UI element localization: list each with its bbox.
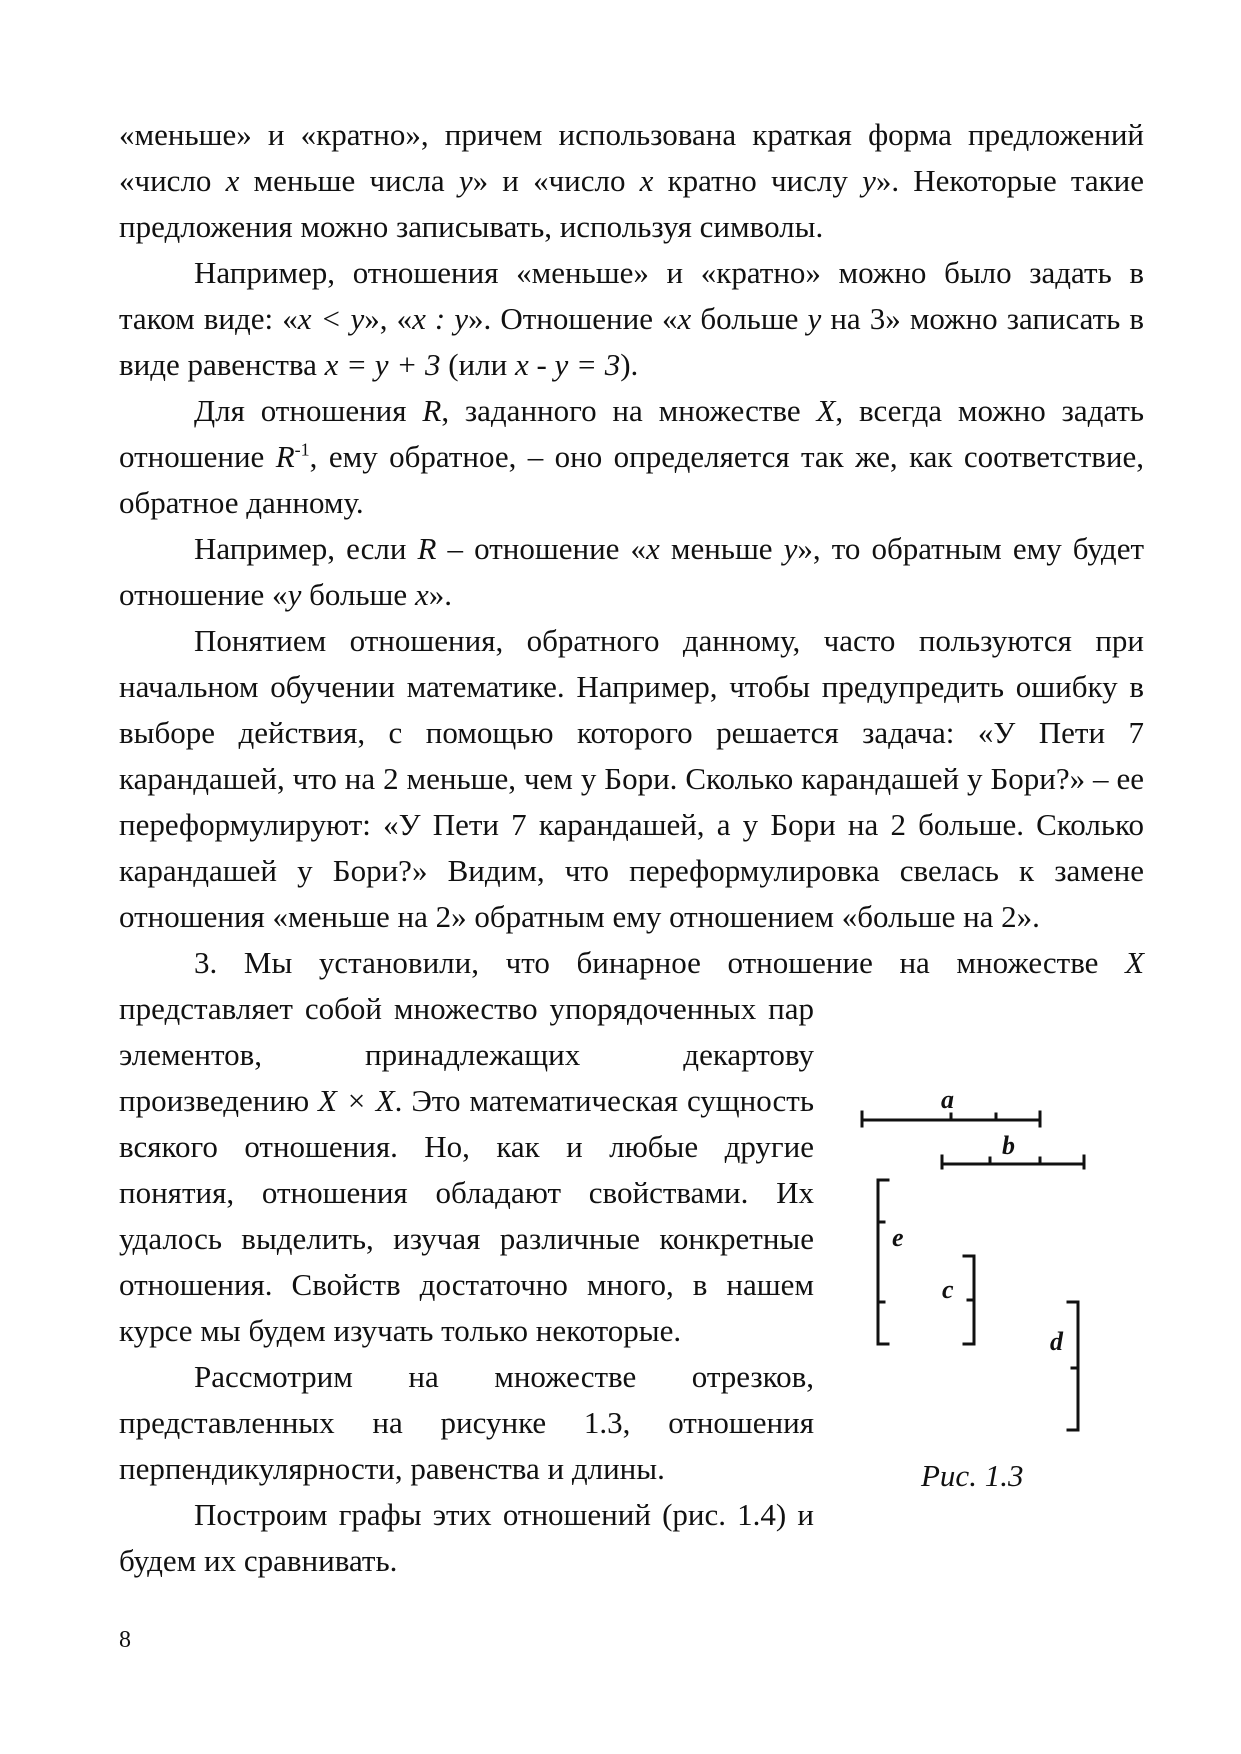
paragraph-8: Построим графы этих отношений (рис. 1.4) и будем их сравнивать. <box>119 1497 814 1578</box>
figure-caption: Рис. 1.3 <box>921 1458 1024 1493</box>
paragraph-6-lead: 3. Мы установили, что бинарное отношение на множестве X представляет собой множество упорядоченных пар элементов, принадлежащих декартову произведению X × X. Это математическая сущность всякого отношения. Но, как и любые другие понятия, отношения обладают свойствами. Их удалось выделить, изучая различные конкретные отношения. Свойств достаточно много, в нашем курсе мы будем изучать только некоторые. <box>119 945 1144 1348</box>
paragraph-3: Для отношения R, заданного на множестве X, всегда можно задать отношение $R^{-1}$, ему обратное, – оно определяется так же, как соответствие, обратное данному. <box>119 393 1145 520</box>
paragraph-7: Рассмотрим на множестве отрезков, представленных на рисунке 1.3, отношения перпендикулярности, равенства и длины. <box>119 1359 814 1486</box>
paragraph-5: Понятием отношения, обратного данному, часто пользуются при начальном обучении математике. Например, чтобы предупредить ошибку в выборе действия, с помощью которого решается задача: «У Пети 7 карандашей, что на 2 меньше, чем у Бори. Сколько карандашей у Бори?» – ее переформулируют: «У Пети 7 карандашей, а у Бори на 2 больше. Сколько карандашей у Бори?» Видим, что переформулировка свелась к замене отношения «меньше на 2» обратным ему отношением «больше на 2». <box>119 623 1144 934</box>
paragraph-4: Например, если R – отношение «x меньше y», то обратным ему будет отношение «y больше x». <box>119 531 1145 612</box>
segments-diagram <box>848 1068 1148 1488</box>
label-d: d <box>1050 1327 1063 1356</box>
label-c: c <box>942 1275 954 1304</box>
page-number: 8 <box>119 1627 131 1653</box>
label-e: e <box>892 1223 904 1252</box>
label-a: a <box>941 1085 954 1114</box>
paragraph-1: «меньше» и «кратно», причем использована краткая форма предложений «число x меньше числа y» и «число x кратно числу y». Некоторые такие предложения можно записывать, используя символы. <box>119 117 1144 244</box>
label-b: b <box>1002 1131 1015 1160</box>
figure-1-3 <box>848 1068 1148 1493</box>
paragraph-2: Например, отношения «меньше» и «кратно» можно было задать в таком виде: «x < y», «x : y». Отношение «x больше y на 3» можно записать в виде равенства x = y + 3 (или x - y = 3). <box>119 255 1144 382</box>
